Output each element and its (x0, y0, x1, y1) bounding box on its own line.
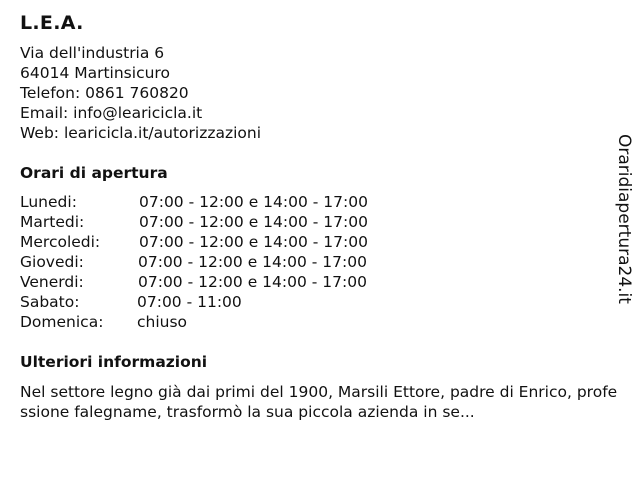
business-name: L.E.A. (20, 12, 84, 34)
hours-day: Lunedi: (20, 193, 77, 211)
hours-row-tuesday (20, 212, 610, 232)
hours-title: Orari di apertura (20, 164, 168, 182)
hours-row-sunday (20, 312, 610, 332)
phone-line: Telefon: 0861 760820 (20, 84, 189, 102)
hours-time: 07:00 - 12:00 e 14:00 - 17:00 (138, 253, 367, 271)
hours-time: 07:00 - 12:00 e 14:00 - 17:00 (139, 233, 368, 251)
hours-time: 07:00 - 12:00 e 14:00 - 17:00 (139, 213, 368, 231)
hours-row-thursday (20, 252, 610, 272)
site-watermark: Oraridiapertura24.it (614, 134, 634, 304)
hours-row-saturday (20, 292, 610, 312)
hours-time: 07:00 - 12:00 e 14:00 - 17:00 (139, 193, 368, 211)
hours-day: Giovedi: (20, 253, 84, 271)
hours-table (20, 192, 610, 332)
address-line: Via dell'industria 6 (20, 44, 165, 62)
hours-row-monday (20, 192, 610, 212)
more-info-text: Nel settore legno già dai primi del 1900, Marsili Ettore, padre di Enrico, professione falegname, trasformò la sua piccola azienda in se... (20, 383, 618, 421)
hours-time: 07:00 - 12:00 e 14:00 - 17:00 (138, 273, 367, 291)
email-line: Email: info@learicicla.it (20, 104, 203, 122)
hours-time: chiuso (137, 313, 188, 331)
hours-day: Sabato: (20, 293, 80, 311)
contact-block (20, 43, 610, 143)
hours-day: Mercoledi: (20, 233, 101, 251)
hours-time: 07:00 - 11:00 (137, 293, 242, 311)
hours-day: Domenica: (20, 313, 104, 331)
more-info-title: Ulteriori informazioni (20, 353, 208, 371)
hours-day: Venerdi: (20, 273, 84, 291)
city-line: 64014 Martinsicuro (20, 64, 170, 82)
web-line: Web: learicicla.it/autorizzazioni (20, 124, 262, 142)
business-card (20, 11, 618, 422)
hours-day: Martedi: (20, 213, 85, 231)
hours-row-wednesday (20, 232, 610, 252)
hours-row-friday (20, 272, 610, 292)
